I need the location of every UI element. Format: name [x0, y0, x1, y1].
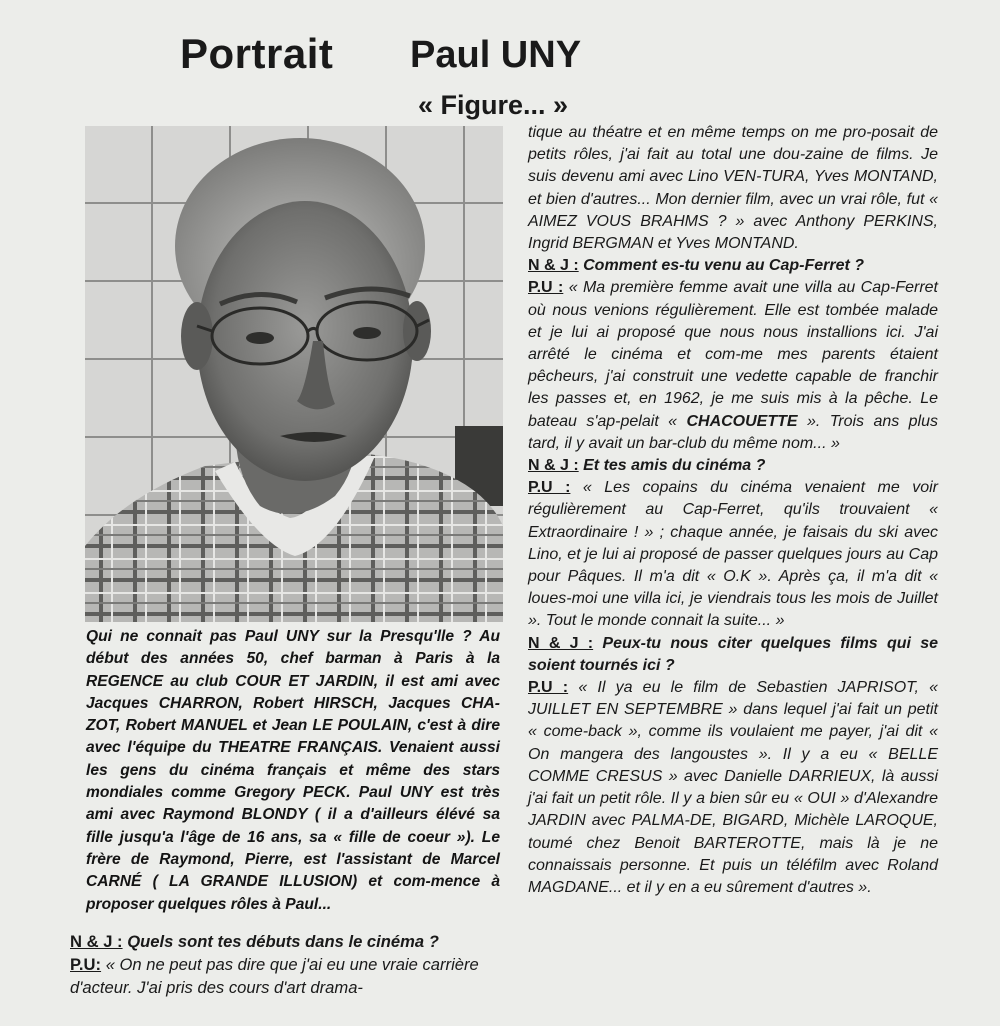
- pu-label: P.U :: [528, 679, 569, 697]
- portrait-illustration: [85, 126, 503, 622]
- nj-label: N & J :: [528, 457, 579, 475]
- boat-name: CHACOUETTE: [686, 412, 798, 430]
- article-title: Paul UNY: [410, 34, 582, 76]
- question-3: [528, 455, 938, 477]
- question-1-text: Quels sont tes débuts dans le cinéma ?: [127, 932, 439, 951]
- photo-caption: [86, 626, 500, 916]
- answer-3: [528, 477, 938, 632]
- answer-1-start: [70, 953, 502, 999]
- question-4: [528, 633, 938, 677]
- interview-start: [70, 930, 502, 999]
- article-subtitle: « Figure... »: [418, 90, 569, 120]
- portrait-photo: [85, 126, 503, 622]
- answer-2-text-post: ». Trois ans plus tard, il y avait un bar-club du même nom... »: [528, 412, 938, 452]
- pu-label: P.U :: [528, 479, 571, 497]
- question-2-text: Comment es-tu venu au Cap-Ferret ?: [583, 257, 865, 275]
- question-2: [528, 255, 938, 277]
- section-title: Portrait: [180, 30, 334, 77]
- nj-label: N & J :: [70, 932, 123, 951]
- nj-label: N & J :: [528, 634, 594, 652]
- question-1: [70, 930, 502, 953]
- answer-1-text-part1: « On ne peut pas dire que j'ai eu une vraie carrière d'acteur. J'ai pris des cours d'art drama-: [70, 955, 479, 997]
- answer-4-text: « Il ya eu le film de Sebastien JAPRISOT, « JUILLET EN SEPTEMBRE » dans lequel j'ai fait un petit « come-back », comme ils voulaient me payer, j'ai dit « On mangera des langoustes ». Il y a eu « BELLE COMME CRESUS » avec Danielle DARRIEUX, là aussi j'ai fait un petit rôle. Il y a bien sûr eu « OUI » d'Alexandre JARDIN avec PALMA-DE, BIGARD, Michèle LAROQUE, toumé chez Benoit BARTEROTTE, mais là je ne connaissais personne. Et puis un téléfilm avec Roland MAGDANE... et il y en a eu sûrement d'autres ».: [528, 679, 938, 896]
- answer-1-continued: tique au théatre et en même temps on me pro-posait de petits rôles, j'ai fait au total une dou-zaine de films. Je suis devenu ami avec Lino VEN-TURA, Yves MONTAND, et bien d'autres... Mon dernier film, avec un vrai rôle, fut « AIMEZ VOUS BRAHMS ? » avec Anthony PERKINS, Ingrid BERGMAN et Yves MONTAND.: [528, 124, 938, 253]
- question-3-text: Et tes amis du cinéma ?: [583, 457, 766, 475]
- answer-4: [528, 677, 938, 899]
- interview-continued: [528, 122, 938, 899]
- question-4-text: Peux-tu nous citer quelques films qui se soient tournés ici ?: [528, 634, 939, 674]
- pu-label: P.U :: [528, 279, 564, 297]
- answer-2-text-pre: « Ma première femme avait une villa au Cap-Ferret où nous venions régulièrement. Elle est tombée malade et je lui ai proposé que nous nous installions ici. J'ai arrêté le cinéma et com-me mes parents étaient pêcheurs, j'ai construit une vedette capable de franchir les passes et, en 1962, je me suis mis à la pêche. Le bateau s'ap-pelait «: [528, 279, 938, 430]
- caption-text: Qui ne connait pas Paul UNY sur la Presqu'lle ? Au début des années 50, chef barman à Paris à la REGENCE au club COUR ET JARDIN, il est ami avec Jacques CHARRON, Robert HIRSCH, Jacques CHA-ZOT, Robert MANUEL et Jean LE POULAIN, c'est à dire avec l'équipe du THEATRE FRANÇAIS. Venaient aussi les gens du cinéma français et même des stars mondiales comme Gregory PECK. Paul UNY est très ami avec Raymond BLONDY ( il a d'ailleurs élévé sa fille jusqu'a l'âge de 16 ans, sa « fille de coeur »). Le frère de Raymond, Pierre, est l'assistant de Marcel CARNÉ ( LA GRANDE ILLUSION) et com-mence à proposer quelques rôles à Paul...: [86, 628, 500, 913]
- answer-2: [528, 277, 938, 455]
- pu-label: P.U:: [70, 955, 102, 974]
- nj-label: N & J :: [528, 257, 579, 275]
- answer-3-text: « Les copains du cinéma venaient me voir régulièrement au Cap-Ferret, qu'ils trouvaient « Extraordinaire ! » ; chaque année, je faisais du ski avec Lino, et je lui ai proposé de passer quelques jours au Cap pour Pâques. Il m'a dit « O.K ». Après ça, il m'a dit « loues-moi une villa ici, je viendrais tous les mois de Juillet ». Tout le monde connait la suite... »: [528, 479, 938, 630]
